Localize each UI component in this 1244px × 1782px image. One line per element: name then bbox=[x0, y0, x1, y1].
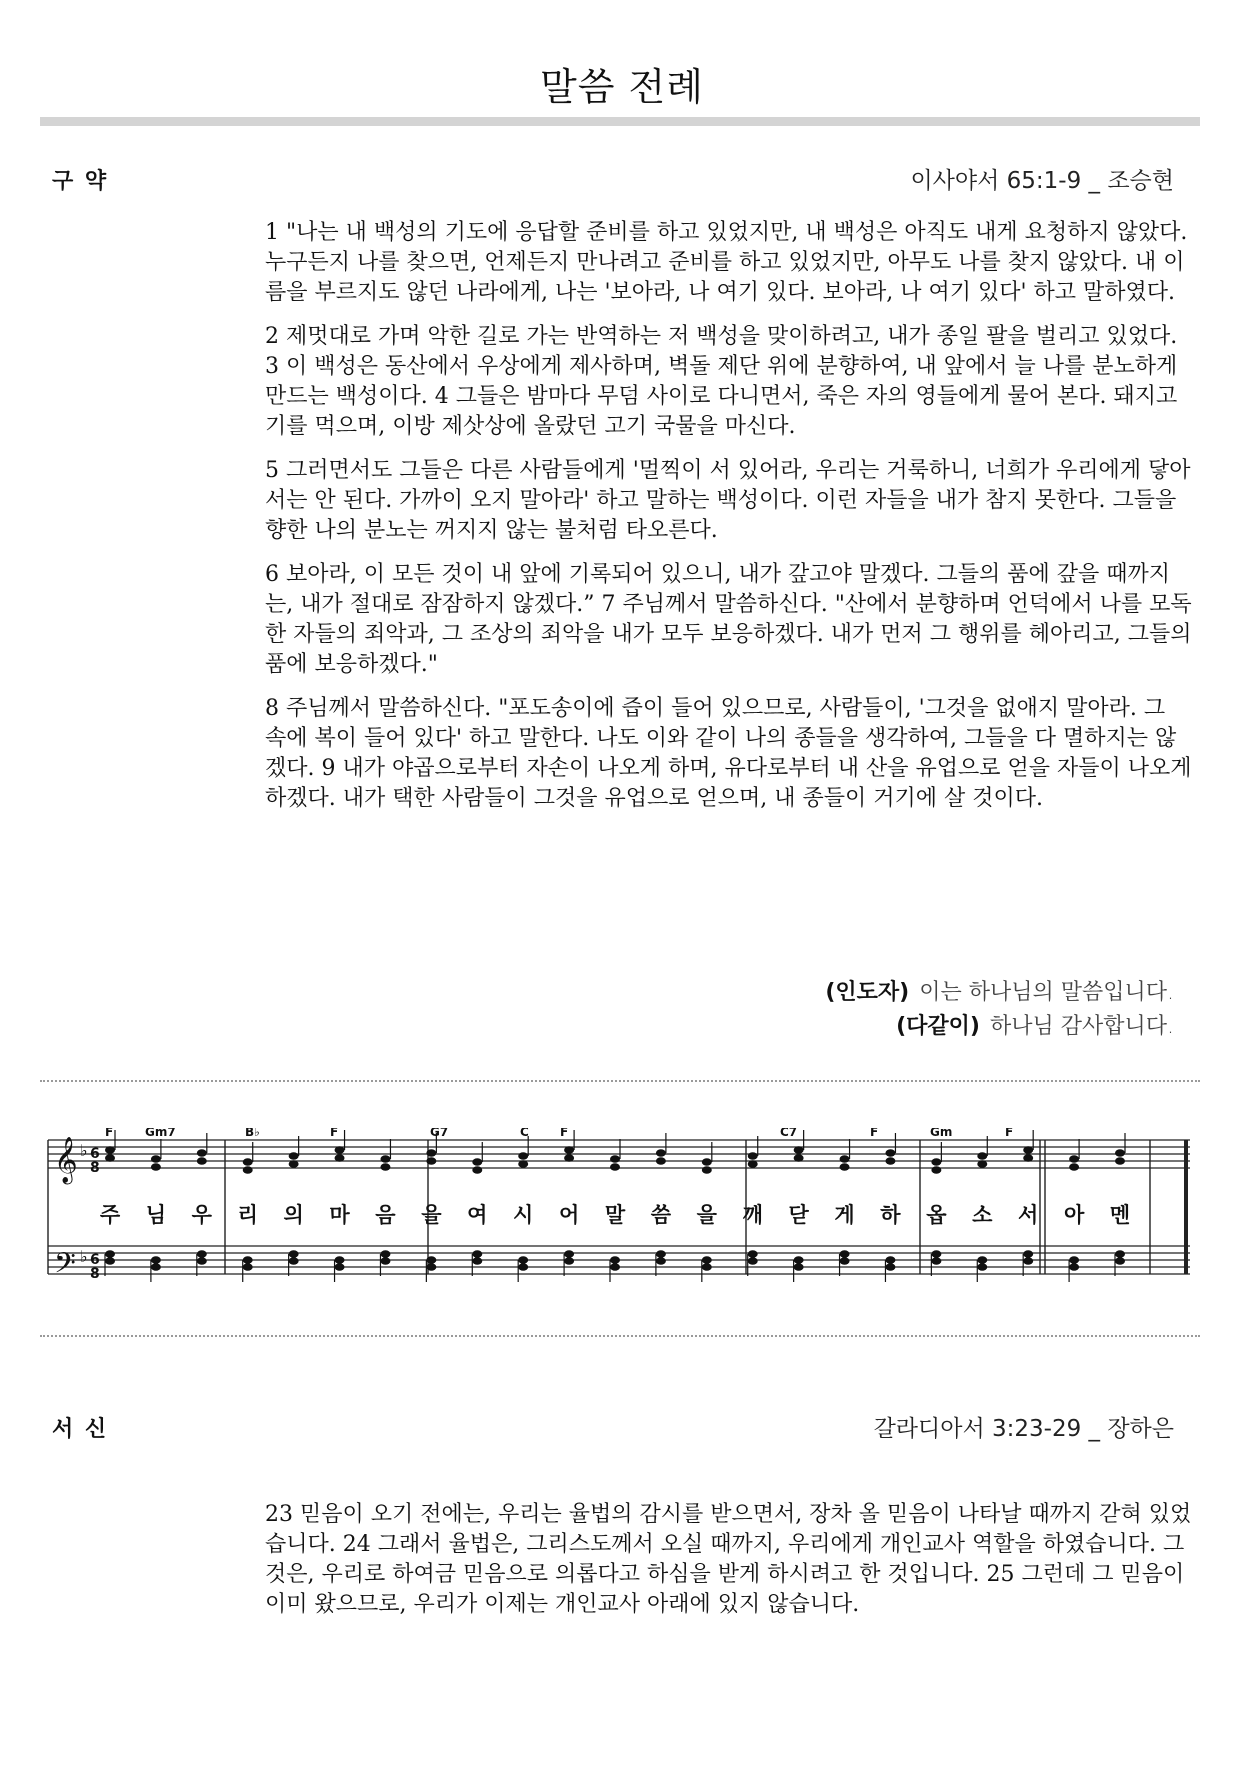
note-head bbox=[289, 1250, 299, 1258]
lyric-syllable: 멘 bbox=[1109, 1203, 1131, 1227]
verse-paragraph: 23 믿음이 오기 전에는, 우리는 율법의 감시를 받으면서, 장차 올 믿음이 나타날 때까지 갇혀 있었습니다. 24 그래서 율법은, 그리스도께서 오실 때까지, 우리에게 개인교사 역할을 하였습니다. 그것은, 우리로 하여금 믿음으로 의롭다고 하심을 받게 하시려고 한 것입니다. 25 그런데 그 믿음이 이미 왔으므로, 우리가 이제는 개인교사 아래에 있지 않습니다. bbox=[265, 1502, 1192, 1617]
lyric-syllable: 서 bbox=[1018, 1203, 1039, 1227]
chord-symbol: F bbox=[105, 1128, 114, 1139]
note-head bbox=[931, 1166, 941, 1174]
note-head bbox=[885, 1256, 895, 1264]
note-head bbox=[151, 1263, 161, 1271]
note-head bbox=[105, 1257, 115, 1265]
note-head bbox=[1069, 1163, 1079, 1171]
note-head bbox=[977, 1160, 987, 1168]
chord-symbol: Gm7 bbox=[145, 1128, 176, 1139]
old-testament-reference: 이사야서 65:1-9 _ 조승현 bbox=[910, 168, 1174, 194]
note-head bbox=[197, 1157, 207, 1165]
lyric-syllable: 을 bbox=[421, 1203, 442, 1227]
note-head bbox=[1115, 1157, 1125, 1165]
note-head bbox=[794, 1263, 804, 1271]
note-head bbox=[472, 1158, 482, 1166]
note-head bbox=[1069, 1256, 1079, 1264]
note-head bbox=[151, 1155, 161, 1163]
note-head bbox=[518, 1160, 528, 1168]
epistle-reading bbox=[265, 1500, 1193, 1634]
note-head bbox=[426, 1149, 436, 1157]
note-head bbox=[518, 1256, 528, 1264]
note-head bbox=[885, 1149, 895, 1157]
people-response bbox=[825, 1009, 1174, 1043]
note-head bbox=[289, 1257, 299, 1265]
note-head bbox=[1115, 1250, 1125, 1258]
note-head bbox=[426, 1256, 436, 1264]
music-score bbox=[40, 1128, 1200, 1318]
note-head bbox=[243, 1256, 253, 1264]
epistle-reference: 갈라디아서 3:23-29 _ 장하은 bbox=[873, 1416, 1174, 1442]
note-head bbox=[151, 1163, 161, 1171]
note-head bbox=[518, 1152, 528, 1160]
note-head bbox=[472, 1166, 482, 1174]
leader-text: 이는 하나님의 말씀입니다. bbox=[919, 980, 1174, 1005]
note-head bbox=[656, 1157, 666, 1165]
note-head bbox=[840, 1250, 850, 1258]
note-head bbox=[610, 1163, 620, 1171]
note-head bbox=[748, 1160, 758, 1168]
note-head bbox=[243, 1166, 253, 1174]
lyric-syllable: 하 bbox=[880, 1203, 901, 1227]
lyric-syllable: 우 bbox=[191, 1203, 212, 1227]
note-head bbox=[1069, 1155, 1079, 1163]
chord-symbol: G7 bbox=[430, 1128, 449, 1139]
lyric-syllable: 마 bbox=[329, 1203, 350, 1227]
flat-sign-icon: ♭ bbox=[80, 1247, 88, 1266]
note-head bbox=[656, 1250, 666, 1258]
title-divider bbox=[40, 117, 1200, 126]
note-head bbox=[702, 1158, 712, 1166]
note-head bbox=[197, 1149, 207, 1157]
note-head bbox=[335, 1256, 345, 1264]
note-head bbox=[931, 1158, 941, 1166]
lyric-syllable: 게 bbox=[834, 1203, 855, 1227]
note-head bbox=[1023, 1146, 1033, 1154]
note-head bbox=[748, 1152, 758, 1160]
people-role: (다같이) bbox=[896, 1014, 980, 1039]
chord-symbol: F bbox=[1005, 1128, 1014, 1139]
note-head bbox=[702, 1166, 712, 1174]
note-head bbox=[748, 1257, 758, 1265]
chord-symbol: C bbox=[520, 1128, 529, 1139]
note-head bbox=[335, 1146, 345, 1154]
lyric-syllable: 여 bbox=[467, 1203, 488, 1227]
note-head bbox=[564, 1154, 574, 1162]
dotted-divider bbox=[40, 1335, 1200, 1337]
note-head bbox=[1069, 1263, 1079, 1271]
lyric-syllable: 리 bbox=[237, 1203, 258, 1227]
old-testament-reading bbox=[265, 218, 1193, 828]
note-head bbox=[1023, 1250, 1033, 1258]
chord-symbol: F bbox=[870, 1128, 879, 1139]
leader-role: (인도자) bbox=[825, 980, 910, 1005]
note-head bbox=[380, 1250, 390, 1258]
note-head bbox=[197, 1250, 207, 1258]
lyric-syllable: 소 bbox=[972, 1203, 993, 1227]
lyric-syllable: 옵 bbox=[926, 1203, 947, 1227]
bass-clef-icon: 𝄢 bbox=[54, 1247, 76, 1287]
lyric-syllable: 아 bbox=[1063, 1203, 1085, 1227]
note-head bbox=[610, 1155, 620, 1163]
lyric-syllable: 시 bbox=[513, 1203, 534, 1227]
note-head bbox=[426, 1263, 436, 1271]
chord-symbol: F bbox=[330, 1128, 339, 1139]
lyrics bbox=[100, 1203, 1130, 1227]
lyric-syllable: 님 bbox=[145, 1203, 167, 1227]
lyric-syllable: 깨 bbox=[742, 1203, 763, 1227]
note-head bbox=[426, 1157, 436, 1165]
note-head bbox=[610, 1256, 620, 1264]
chord-symbol: F bbox=[560, 1128, 569, 1139]
note-head bbox=[977, 1263, 987, 1271]
note-head bbox=[794, 1154, 804, 1162]
note-head bbox=[840, 1163, 850, 1171]
note-head bbox=[472, 1250, 482, 1258]
lyric-syllable: 의 bbox=[283, 1203, 304, 1227]
verse-paragraph: 8 주님께서 말씀하신다. "포도송이에 즙이 들어 있으므로, 사람들이, '그것을 없애지 말아라. 그 속에 복이 들어 있다' 하고 말한다. 나도 이와 같이 나의 종들을 생각하여, 그들을 다 멸하지는 않겠다. 9 내가 야곱으로부터 자손이 나오게 하며, 유다로부터 내 산을 유업으로 얻을 자들이 나오게 하겠다. 내가 택한 사람들이 그것을 유업으로 얻으며, 내 종들이 거기에 살 것이다. bbox=[265, 696, 1192, 811]
page-title: 말씀 전례 bbox=[540, 65, 704, 109]
note-head bbox=[289, 1160, 299, 1168]
note-head bbox=[840, 1155, 850, 1163]
lyric-syllable: 말 bbox=[604, 1203, 626, 1227]
note-head bbox=[472, 1257, 482, 1265]
response-block bbox=[825, 975, 1174, 1043]
note-head bbox=[1115, 1149, 1125, 1157]
note-head bbox=[243, 1263, 253, 1271]
note-head bbox=[105, 1250, 115, 1258]
note-head bbox=[1115, 1257, 1125, 1265]
note-head bbox=[748, 1250, 758, 1258]
verse-paragraph: 6 보아라, 이 모든 것이 내 앞에 기록되어 있으니, 내가 갚고야 말겠다. 그들의 품에 갚을 때까지는, 내가 절대로 잠잠하지 않겠다.” 7 주님께서 말씀하신다. "산에서 분향하며 언덕에서 나를 모독한 자들의 죄악과, 그 조상의 죄악을 내가 모두 보응하겠다. 내가 먼저 그 행위를 헤아리고, 그들의 품에 보응하겠다." bbox=[265, 562, 1192, 677]
flat-sign-icon: ♭ bbox=[80, 1141, 88, 1160]
note-head bbox=[1023, 1257, 1033, 1265]
note-head bbox=[702, 1263, 712, 1271]
note-head bbox=[105, 1146, 115, 1154]
note-head bbox=[1023, 1154, 1033, 1162]
note-head bbox=[931, 1250, 941, 1258]
note-head bbox=[885, 1263, 895, 1271]
lyric-syllable: 음 bbox=[375, 1203, 396, 1227]
note-head bbox=[197, 1257, 207, 1265]
lyric-syllable: 어 bbox=[558, 1203, 580, 1227]
time-signature-top: 6 bbox=[90, 1252, 100, 1268]
verse-paragraph: 2 제멋대로 가며 악한 길로 가는 반역하는 저 백성을 맞이하려고, 내가 종일 팔을 벌리고 있었다. 3 이 백성은 동산에서 우상에게 제사하며, 벽돌 제단 위에 분향하여, 내 앞에서 늘 나를 분노하게 만드는 백성이다. 4 그들은 밤마다 무덤 사이로 다니면서, 죽은 자의 영들에게 물어 본다. 돼지고기를 먹으며, 이방 제삿상에 올랐던 고기 국물을 마신다. bbox=[265, 324, 1178, 439]
note-head bbox=[151, 1256, 161, 1264]
note-head bbox=[610, 1263, 620, 1271]
note-head bbox=[243, 1158, 253, 1166]
chord-symbol: C7 bbox=[780, 1128, 798, 1139]
dotted-divider bbox=[40, 1080, 1200, 1082]
note-head bbox=[335, 1263, 345, 1271]
time-signature-bottom: 8 bbox=[90, 1160, 100, 1176]
lyric-syllable: 닫 bbox=[788, 1203, 809, 1227]
note-head bbox=[564, 1250, 574, 1258]
time-signature-top: 6 bbox=[90, 1146, 100, 1162]
verse-paragraph: 5 그러면서도 그들은 다른 사람들에게 '멀찍이 서 있어라, 우리는 거룩하니, 너희가 우리에게 닿아서는 안 된다. 가까이 오지 말아라' 하고 말하는 백성이다. 이런 자들을 내가 참지 못한다. 그들을 향한 나의 분노는 꺼지지 않는 불처럼 타오른다. bbox=[265, 458, 1191, 543]
lyric-syllable: 을 bbox=[696, 1203, 717, 1227]
note-head bbox=[794, 1256, 804, 1264]
note-head bbox=[564, 1146, 574, 1154]
verse-paragraph: 1 "나는 내 백성의 기도에 응답할 준비를 하고 있었지만, 내 백성은 아직도 내게 요청하지 않았다. 누구든지 나를 찾으면, 언제든지 만나려고 준비를 하고 있었지만, 아무도 나를 찾지 않았다. 내 이름을 부르지도 않던 나라에게, 나는 '보아라, 나 여기 있다. 보아라, 나 여기 있다' 하고 말하였다. bbox=[265, 220, 1188, 305]
note-head bbox=[702, 1256, 712, 1264]
chord-symbols bbox=[105, 1128, 1013, 1139]
note-head bbox=[105, 1154, 115, 1162]
note-head bbox=[840, 1257, 850, 1265]
chord-symbol: B♭ bbox=[245, 1128, 260, 1139]
treble-staff bbox=[48, 1140, 1190, 1168]
time-signature-bottom: 8 bbox=[90, 1266, 100, 1282]
note-head bbox=[289, 1152, 299, 1160]
note-head bbox=[564, 1257, 574, 1265]
note-head bbox=[794, 1146, 804, 1154]
note-head bbox=[656, 1257, 666, 1265]
note-head bbox=[335, 1154, 345, 1162]
epistle-label: 서 신 bbox=[52, 1417, 109, 1442]
note-head bbox=[380, 1257, 390, 1265]
lyric-syllable: 씀 bbox=[650, 1203, 672, 1227]
note-head bbox=[380, 1155, 390, 1163]
note-head bbox=[656, 1149, 666, 1157]
leader-response bbox=[825, 975, 1174, 1009]
note-head bbox=[518, 1263, 528, 1271]
note-head bbox=[885, 1157, 895, 1165]
people-text: 하나님 감사합니다. bbox=[989, 1014, 1174, 1039]
treble-clef-icon: 𝄞 bbox=[54, 1137, 78, 1183]
note-head bbox=[977, 1152, 987, 1160]
old-testament-label: 구 약 bbox=[52, 169, 109, 194]
chord-symbol: Gm bbox=[930, 1128, 953, 1139]
note-head bbox=[380, 1163, 390, 1171]
note-head bbox=[931, 1257, 941, 1265]
lyric-syllable: 주 bbox=[99, 1203, 121, 1227]
note-head bbox=[977, 1256, 987, 1264]
